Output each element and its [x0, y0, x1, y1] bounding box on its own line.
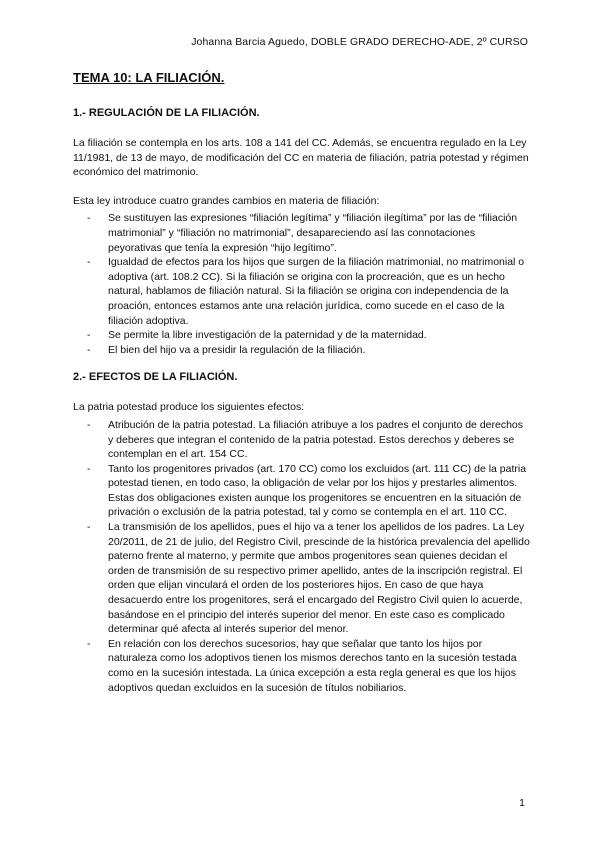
bullet-list — [73, 418, 531, 695]
page-number: 1 — [519, 797, 525, 809]
document-body — [73, 70, 531, 709]
list-item — [73, 520, 531, 637]
section-regulacion — [73, 107, 531, 357]
section-efectos — [73, 371, 531, 695]
dash-marker: - — [87, 256, 91, 269]
list-item-text: Atribución de la patria potestad. La filiación atribuye a los padres el conjunto de derechos y deberes que integran el contenido de la patria potestad. Estos derechos y deberes se contemplan en el art. 154 CC. — [108, 418, 524, 461]
page-header: Johanna Barcia Aguedo, DOBLE GRADO DERECHO-ADE, 2º CURSO — [191, 36, 528, 48]
section-heading: 2.- EFECTOS DE LA FILIACIÓN. — [73, 371, 238, 384]
list-item-text: Tanto los progenitores privados (art. 170 CC) como los excluidos (art. 111 CC) de la patria potestad tienen, en todo caso, la obligación de velar por los hijos y prestarles alimentos. Estas dos obligaciones existen aunque los progenitores se encuentren en la situación de privación o exclusión de la patria potestad, tal y como se contempla en el art. 110 CC. — [108, 462, 527, 519]
list-item — [73, 637, 531, 695]
list-item — [73, 343, 531, 358]
dash-marker: - — [87, 343, 91, 356]
list-item — [73, 462, 531, 520]
list-item-text: Igualdad de efectos para los hijos que surgen de la filiación matrimonial, no matrimonial o adoptiva (art. 108.2 CC). Si la filiación se origina con la procreación, que es un hecho natural, hablamos de filiación natural. Si la filiación se origina con independencia de la proación, entonces estamos ante una relación jurídica, como sucede en el caso de la filiación adoptiva. — [108, 256, 525, 327]
list-item — [73, 255, 531, 328]
dash-marker: - — [87, 329, 91, 342]
list-item-text: La transmisión de los apellidos, pues el hijo va a tener los apellidos de los padres. La Ley 20/2011, de 21 de julio, del Registro Civil, prescinde de la histórica prevalencia del apellido paterno frente al materno, y permite que ambos progenitores sean quienes decidan el orden de transmisión de su respectivo primer apellido, antes de la inscripción registral. El orden que elijan vinculará el orden de los posteriores hijos. En caso de que haya desacuerdo entre los progenitores, será el encargado del Registro Civil quien lo acuerde, basándose en el principio del interés superior del menor. En este caso es complicado determinar qué afecta al interés superior del menor. — [108, 521, 530, 636]
list-item — [73, 211, 531, 255]
paragraph: Esta ley introduce cuatro grandes cambios en materia de filiación: — [73, 194, 380, 207]
list-item — [73, 418, 531, 462]
section-heading: 1.- REGULACIÓN DE LA FILIACIÓN. — [73, 107, 260, 119]
dash-marker: - — [87, 521, 91, 534]
list-item-text: Se sustituyen las expresiones “filiación legítima” y “filiación ilegítima” por las de “filiación matrimonial” y “filiación no matrimonial”, desapareciendo así las connotaciones peyorativas que tenía la expresión “hijo legítimo”. — [108, 212, 518, 254]
list-item-text: En relación con los derechos sucesorios, hay que señalar que tanto los hijos por naturaleza como los adoptivos tienen los mismos derechos tanto en la sucesión testada como en la sucesión intestada. La única excepción a esta regla general es que los hijos adoptivos quedan excluidos en la sucesión de títulos nobiliarios. — [108, 637, 517, 694]
paragraph: La filiación se contempla en los arts. 108 a 141 del CC. Además, se encuentra regulado en la Ley 11/1981, de 13 de mayo, de modificación del CC en materia de filiación, patria potestad y régimen económico del matrimonio. — [73, 137, 529, 179]
dash-marker: - — [87, 212, 91, 225]
bullet-list — [73, 211, 531, 357]
list-item-text: El bien del hijo va a presidir la regulación de la filiación. — [108, 343, 366, 356]
dash-marker: - — [87, 637, 91, 650]
dash-marker: - — [87, 462, 91, 475]
dash-marker: - — [87, 418, 91, 431]
paragraph: La patria potestad produce los siguientes efectos: — [73, 401, 305, 414]
document-title: TEMA 10: LA FILIACIÓN. — [73, 70, 225, 85]
list-item-text: Se permite la libre investigación de la paternidad y de la maternidad. — [108, 329, 427, 342]
list-item — [73, 328, 531, 343]
